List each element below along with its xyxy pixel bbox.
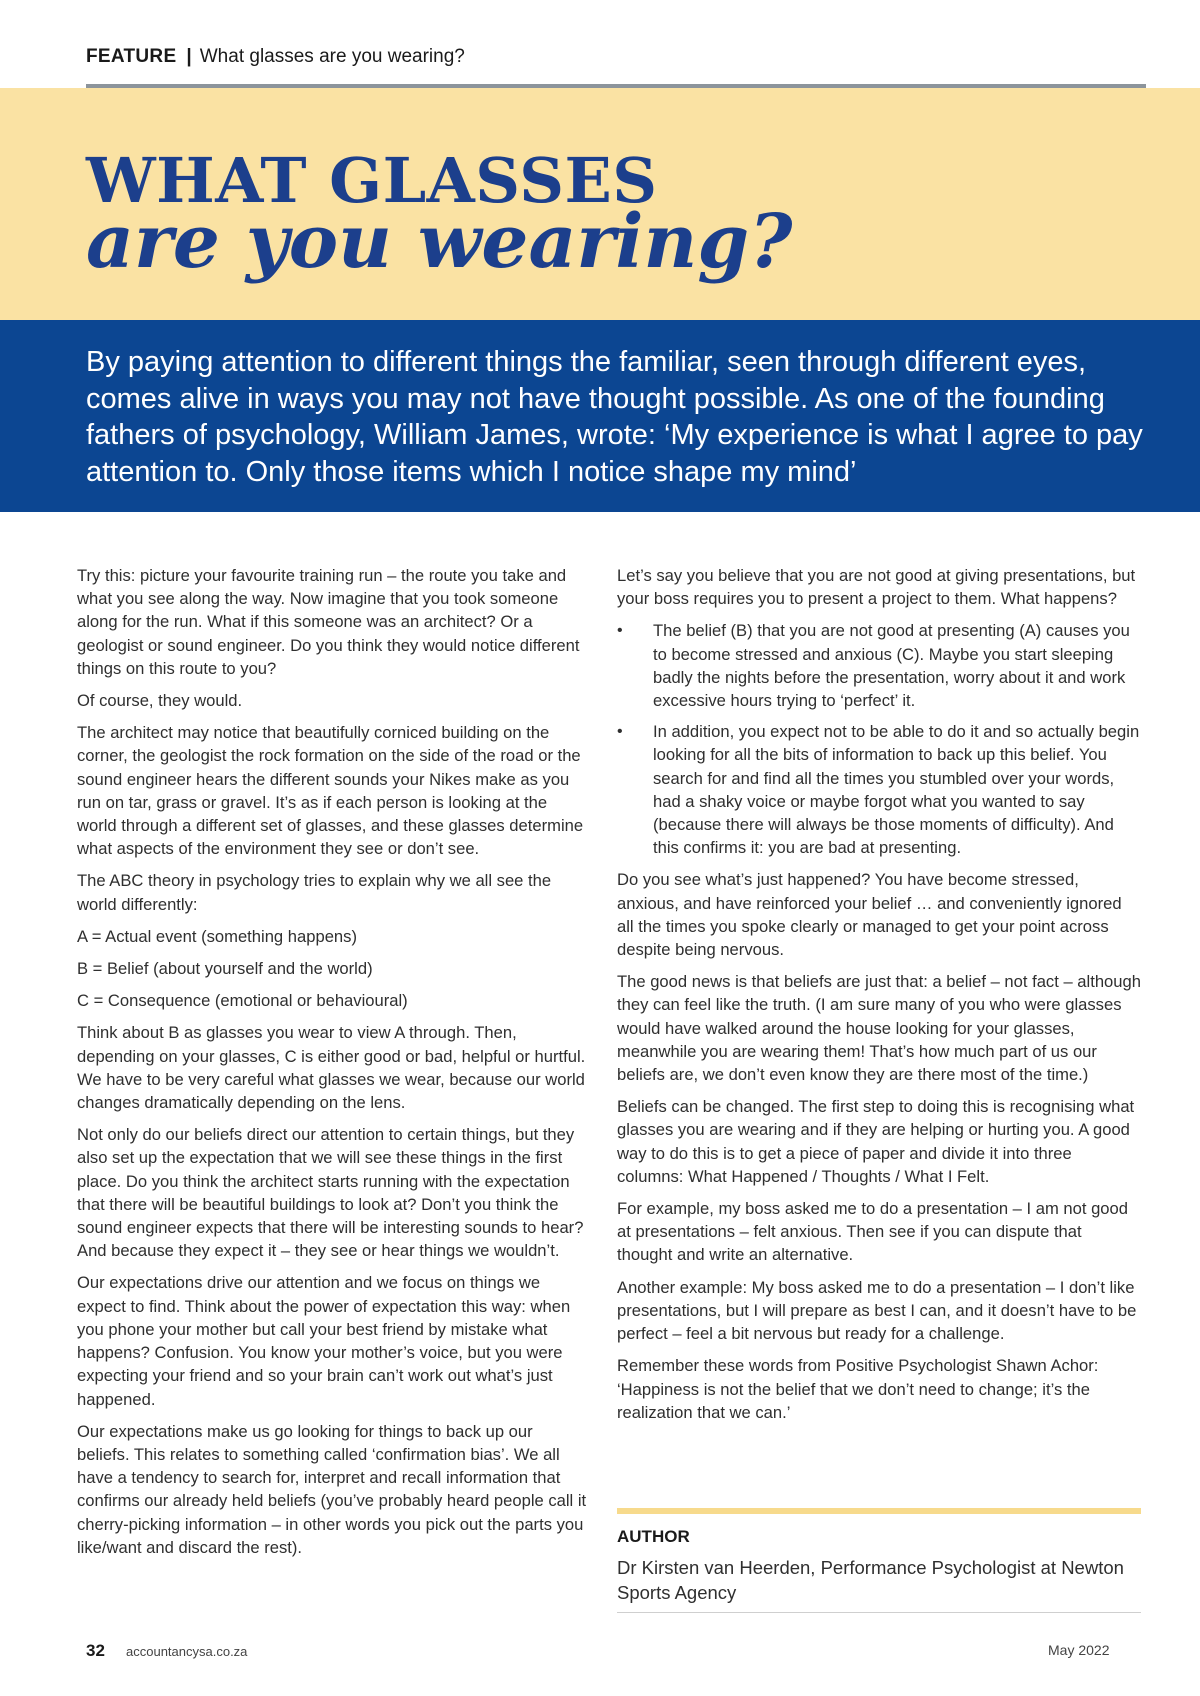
- body-paragraph: Our expectations make us go looking for things to back up our beliefs. This relates to something called ‘confirmation bias’. We all have a tendency to search for, interpret and recall information that confirms our already held beliefs (you’ve probably heard people call it cherry-picking information – in other words you pick out the parts you like/want and discard the rest).: [77, 1421, 587, 1557]
- article-column-right: [617, 564, 1141, 1433]
- bullet-list: [617, 619, 1141, 859]
- page-number: 32: [86, 1641, 105, 1660]
- body-paragraph: Another example: My boss asked me to do a presentation – I don’t like presentations, but I will prepare as best I can, and it doesn’t have to be perfect – feel a bit nervous but ready for a challenge.: [617, 1277, 1137, 1344]
- author-byline: Dr Kirsten van Heerden, Performance Psychologist at Newton Sports Agency: [617, 1557, 1124, 1603]
- closing-quote-paragraph: Remember these words from Positive Psychologist Shawn Achor: ‘Happiness is not the belief that we don’t need to change; it’s the realization that we can.’: [617, 1356, 1099, 1422]
- abc-definition-b: B = Belief (about yourself and the world): [77, 959, 373, 979]
- body-paragraph: The architect may notice that beautifully corniced building on the corner, the geologist the rock formation on the side of the road or the sound engineer hears the different sounds your Nikes make as you run on tar, grass or gravel. It’s as if each person is looking at the world through a different set of glasses, and these glasses determine what aspects of the environment they see or don’t see.: [77, 723, 584, 859]
- author-bottom-divider: [617, 1612, 1141, 1613]
- running-header: [86, 46, 1146, 68]
- list-item-text: In addition, you expect not to be able to do it and so actually begin looking for all the bits of information to back up this belief. You search for and find all the times you stumbled over your words, had a shaky voice or maybe forgot what you wanted to say (because there will always be those moments of difficulty). And this confirms it: you are bad at presenting.: [653, 722, 1140, 858]
- body-paragraph: Not only do our beliefs direct our attention to certain things, but they also set up the expectation that we will see these things in the first place. Do you think the architect starts running with the expectation that there will be beautiful buildings to look at? Don’t you think the sound engineer expects that there will be interesting sounds to hear? And because they expect it – they see or hear things we wouldn’t.: [77, 1125, 584, 1261]
- author-label: AUTHOR: [617, 1527, 690, 1546]
- article-column-left: [77, 564, 587, 1568]
- body-paragraph: Beliefs can be changed. The first step to doing this is recognising what glasses you are wearing and if they are helping or hurting you. A good way to do this is to get a piece of paper and divide it into three columns: What Happened / Thoughts / What I Felt.: [617, 1097, 1135, 1186]
- list-item: [617, 720, 1141, 859]
- body-paragraph: For example, my boss asked me to do a presentation – I am not good at presentations – felt anxious. Then see if you can dispute that thought and write an alternative.: [617, 1199, 1128, 1265]
- page-title-line2: are you wearing?: [86, 199, 793, 285]
- abc-definition-a: A = Actual event (something happens): [77, 926, 357, 946]
- footer-site: accountancysa.co.za: [126, 1644, 248, 1659]
- standfirst-text: By paying attention to different things the familiar, seen through different eyes, comes alive in ways you may not have thought possible. As one of the founding fathers of psychology, William James, wrote: ‘My experience is what I agree to pay attention to. Only those items which I notice shape my mind’: [86, 346, 1143, 488]
- page-title-line1: WHAT GLASSES: [86, 144, 658, 217]
- body-paragraph: Try this: picture your favourite training run – the route you take and what you see along the way. Now imagine that you took someone along for the run. What if this someone was an architect? Or a geologist or sound engineer. Do you think they would notice different things on this route to you?: [77, 566, 580, 678]
- bullet-icon: •: [617, 723, 623, 741]
- body-paragraph: Our expectations drive our attention and we focus on things we expect to find. Think about the power of expectation this way: when you phone your mother but call your best friend by mistake what happens? Confusion. You know your mother’s voice, but you were expecting your friend and so your brain can’t work out what’s just happened.: [77, 1273, 571, 1409]
- standfirst-band: [0, 320, 1200, 512]
- body-paragraph: Do you see what’s just happened? You have become stressed, anxious, and have reinforced your belief … and conveniently ignored all the times you spoke clearly or managed to get your point across despite being nervous.: [617, 870, 1122, 960]
- header-subtitle: What glasses are you wearing?: [199, 46, 465, 67]
- body-paragraph: Think about B as glasses you wear to view A through. Then, depending on your glasses, C is either good or bad, helpful or hurtful. We have to be very careful what glasses we wear, because our world changes dramatically depending on the lens.: [77, 1023, 586, 1113]
- section-label: FEATURE: [86, 46, 177, 67]
- body-paragraph: Of course, they would.: [77, 691, 243, 711]
- body-paragraph: The good news is that beliefs are just that: a belief – not fact – although they can feel like the truth. (I am sure many of you who were glasses would have walked around the house looking for your glasses, meanwhile you are wearing them! That’s how much part of us our beliefs are, we don’t even know they are there most of the time.): [617, 972, 1141, 1085]
- bullet-icon: •: [617, 622, 623, 640]
- body-paragraph: Let’s say you believe that you are not good at giving presentations, but your boss requires you to present a project to them. What happens?: [617, 566, 1136, 609]
- abc-definition-c: C = Consequence (emotional or behavioural): [77, 991, 408, 1011]
- list-item: [617, 619, 1141, 712]
- footer-date: May 2022: [1048, 1642, 1110, 1658]
- body-paragraph: The ABC theory in psychology tries to explain why we all see the world differently:: [77, 871, 552, 914]
- author-divider: [617, 1508, 1141, 1514]
- list-item-text: The belief (B) that you are not good at presenting (A) causes you to become stressed and anxious (C). Maybe you start sleeping badly the nights before the presentation, worry about it and work excessive hours trying to ‘perfect’ it.: [653, 621, 1130, 711]
- header-separator: |: [186, 46, 192, 67]
